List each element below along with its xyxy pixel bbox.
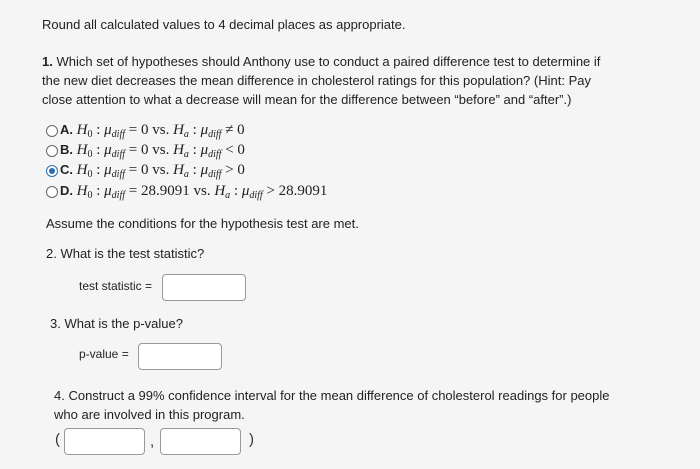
question-4-text: 4. Construct a 99% confidence interval for the mean difference of cholesterol readings for people who are involved in this program. [54,388,610,422]
interval-close-paren: ) [249,431,254,448]
h0-symbol: H [76,142,88,158]
interval-upper-input[interactable] [160,428,241,455]
option-a-radio[interactable] [46,125,58,137]
mu-subscript: diff [208,149,222,160]
h0-symbol: H [76,162,88,178]
ha-subscript: a [183,129,189,140]
ha-subscript: a [183,149,189,160]
colon: : [192,142,197,158]
alt-value: > 0 [225,162,245,178]
mu-symbol: μ [104,183,112,199]
mu-subscript: diff [111,169,126,180]
mu-subscript: diff [111,149,126,160]
ha-symbol: H [173,122,184,138]
alt-value: ≠ 0 [225,122,245,138]
option-letter: A. [60,122,73,137]
ha-symbol: H [214,183,226,199]
p-value-label: p-value = [79,347,129,361]
null-value: = 28.9091 vs. [128,183,211,199]
colon: : [96,122,101,138]
ha-symbol: H [173,162,184,178]
mu-subscript: diff [249,190,263,201]
p-value-input[interactable] [138,343,222,370]
mu-subscript: diff [208,169,222,180]
colon: : [192,122,197,138]
option-letter: B. [60,142,73,157]
null-value: = 0 vs. [128,122,170,138]
colon: : [96,142,101,158]
option-d-radio[interactable] [46,186,58,198]
interval-comma: , [150,433,155,450]
mu-subscript: diff [111,190,126,201]
colon: : [96,162,101,178]
colon: : [192,162,197,178]
mu-symbol: μ [104,122,112,138]
mu-subscript: diff [208,129,222,140]
alt-value: > 28.9091 [266,183,328,199]
mu-symbol: μ [241,183,250,199]
h0-symbol: H [76,183,88,199]
interval-open-paren: ( [55,431,60,448]
mu-symbol: μ [200,122,209,138]
mu-subscript: diff [111,129,126,140]
test-statistic-label: test statistic = [79,279,153,293]
ha-subscript: a [183,169,189,180]
option-a-label[interactable] [60,121,245,139]
question-1-body: Which set of hypotheses should Anthony use to conduct a paired difference test to determine if the new diet decreases the mean difference in cholesterol ratings for this population? (Hint: Pay close attention to what a decrease will mean for the difference between “before” and “after”.) [42,54,601,107]
h0-subscript: 0 [87,190,93,201]
h0-subscript: 0 [87,129,93,140]
h0-subscript: 0 [87,169,93,180]
mu-symbol: μ [104,162,112,178]
alt-value: < 0 [225,142,245,158]
question-3-text: 3. What is the p-value? [50,316,183,331]
h0-subscript: 0 [87,149,93,160]
option-letter: D. [60,183,73,198]
null-value: = 0 vs. [128,142,170,158]
colon: : [233,183,239,199]
test-statistic-input[interactable] [162,274,246,301]
option-c-label[interactable] [60,161,245,179]
question-1-text [42,52,612,109]
interval-lower-input[interactable] [64,428,145,455]
option-c-radio[interactable] [46,165,58,177]
mu-symbol: μ [200,142,209,158]
null-value: = 0 vs. [128,162,170,178]
colon: : [96,183,101,199]
mu-symbol: μ [200,162,209,178]
option-d-label[interactable] [60,182,327,200]
option-b-label[interactable] [60,141,245,159]
assumption-text: Assume the conditions for the hypothesis test are met. [46,216,359,231]
option-b-radio[interactable] [46,145,58,157]
option-letter: C. [60,162,73,177]
instructions-text: Round all calculated values to 4 decimal places as appropriate. [42,17,406,32]
mu-symbol: μ [104,142,112,158]
ha-subscript: a [225,190,231,201]
h0-symbol: H [76,122,88,138]
ha-symbol: H [173,142,184,158]
question-1-number: 1. [42,54,53,69]
question-2-text: 2. What is the test statistic? [46,246,205,261]
